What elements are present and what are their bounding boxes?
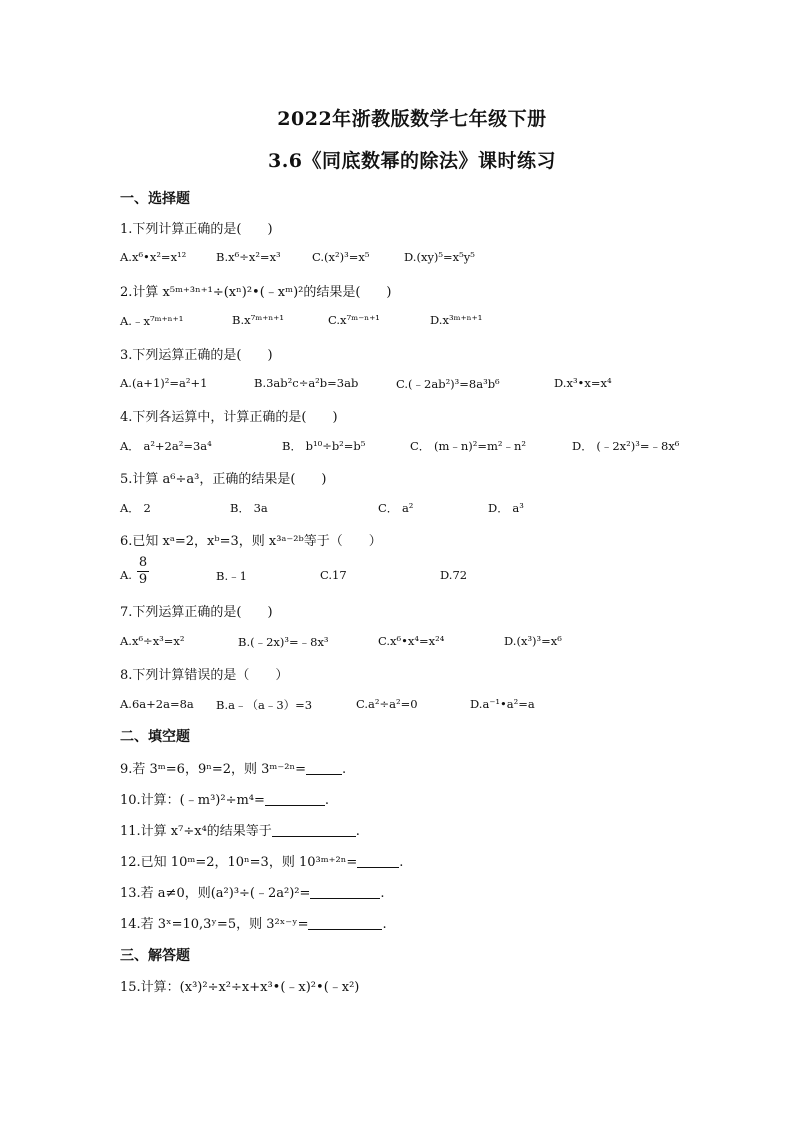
- option-b: B.(﹣2x)³=﹣8x³: [238, 635, 329, 649]
- option-b: B.x⁷ᵐ⁺ⁿ⁺¹: [232, 313, 284, 327]
- option-a: A.(a+1)²=a²+1: [120, 376, 208, 390]
- option-c: C.17: [320, 568, 347, 582]
- option-c: C． a²: [378, 501, 414, 515]
- question-9-text: 9.若 3ᵐ=6，9ⁿ=2，则 3ᵐ⁻²ⁿ=: [120, 762, 306, 777]
- question-9: [120, 758, 346, 777]
- answer-blank[interactable]: [306, 762, 342, 775]
- question-12-text: 12.已知 10ᵐ=2，10ⁿ=3，则 10³ᵐ⁺²ⁿ=: [120, 855, 358, 870]
- question-2-options: [120, 313, 720, 333]
- question-6: 6.已知 xᵃ=2，xᵇ=3，则 x³ᵃ⁻²ᵇ等于（ ）: [120, 534, 382, 549]
- question-11-end: .: [355, 824, 360, 839]
- option-c: C.(x²)³=x⁵: [312, 250, 370, 264]
- option-b: B.a﹣（a﹣3）=3: [216, 698, 313, 712]
- answer-blank[interactable]: [265, 793, 325, 806]
- section-heading-fill: 二、填空题: [120, 729, 190, 745]
- option-a: A.x⁶÷x³=x²: [120, 634, 185, 648]
- fraction-numerator: 8: [138, 555, 148, 570]
- option-a: A． a²+2a²=3a⁴: [120, 439, 212, 453]
- option-c: C.(﹣2ab²)³=8a³b⁶: [396, 377, 500, 391]
- question-5: 5.计算 a⁶÷a³，正确的结果是( ): [120, 472, 327, 487]
- question-11: [120, 820, 360, 839]
- question-11-text: 11.计算 x⁷÷x⁴的结果等于: [120, 824, 272, 839]
- option-b: B． b¹⁰÷b²=b⁵: [282, 439, 366, 453]
- question-5-options: [120, 500, 720, 520]
- option-d: D.x³•x=x⁴: [554, 376, 612, 390]
- question-4-options: [120, 438, 720, 458]
- question-14-end: .: [382, 917, 387, 932]
- option-b: B.x⁶÷x²=x³: [216, 250, 281, 264]
- question-14-text: 14.若 3ˣ=10,3ʸ=5，则 3²ˣ⁻ʸ=: [120, 917, 309, 932]
- option-c: C.x⁶•x⁴=x²⁴: [378, 634, 445, 648]
- option-d: D.(x³)³=x⁶: [504, 634, 562, 648]
- option-d: D． a³: [488, 501, 524, 515]
- question-9-end: .: [341, 762, 347, 777]
- question-10-text: 10.计算：(﹣m³)²÷m⁴=: [120, 793, 265, 808]
- option-a: A.: [120, 568, 132, 582]
- page-subtitle: 3.6《同底数幂的除法》课时练习: [267, 150, 557, 172]
- fraction-eight-ninths: [137, 555, 149, 588]
- option-d: D.x³ᵐ⁺ⁿ⁺¹: [430, 313, 483, 327]
- option-d: D.a⁻¹•a²=a: [470, 697, 535, 711]
- answer-blank[interactable]: [308, 917, 382, 930]
- option-b: B． 3a: [230, 501, 268, 515]
- question-10: [120, 789, 329, 808]
- question-2: 2.计算 x⁵ᵐ⁺³ⁿ⁺¹÷(xⁿ)²•(﹣xᵐ)²的结果是( ): [120, 285, 392, 300]
- fraction-denominator: 9: [138, 572, 148, 587]
- question-1: 1.下列计算正确的是( ): [120, 222, 273, 237]
- question-7: 7.下列运算正确的是( ): [120, 605, 273, 620]
- question-3-options: [120, 376, 720, 396]
- answer-blank[interactable]: [272, 824, 356, 837]
- answer-blank[interactable]: [310, 886, 380, 899]
- question-14: [120, 913, 387, 932]
- option-a: A.6a+2a=8a: [120, 697, 194, 711]
- question-13-text: 13.若 a≠0，则(a²)³÷(﹣2a²)²=: [120, 886, 311, 901]
- option-a: A.﹣x⁷ᵐ⁺ⁿ⁺¹: [120, 314, 184, 328]
- question-7-options: [120, 634, 720, 654]
- question-10-end: .: [324, 793, 330, 808]
- section-heading-solve: 三、解答题: [120, 948, 190, 964]
- question-12: [120, 851, 403, 870]
- question-8-options: [120, 697, 720, 717]
- option-a: A.x⁶•x²=x¹²: [120, 250, 187, 264]
- answer-blank[interactable]: [357, 855, 399, 868]
- option-c: C.x⁷ᵐ⁻ⁿ⁺¹: [328, 313, 380, 327]
- option-d: D． (﹣2x²)³=﹣8x⁶: [572, 439, 680, 453]
- question-15: 15.计算：(x³)²÷x²÷x+x³•(﹣x)²•(﹣x²): [120, 980, 360, 995]
- question-13: [120, 882, 385, 901]
- question-8: 8.下列计算错误的是（ ）: [120, 668, 289, 683]
- option-b: B.3ab²c÷a²b=3ab: [254, 376, 359, 390]
- question-1-options: [120, 250, 720, 270]
- option-d: D.72: [440, 568, 468, 582]
- section-heading-choice: 一、选择题: [120, 191, 190, 207]
- option-a: A． 2: [120, 501, 151, 515]
- option-c: C.a²÷a²=0: [356, 697, 418, 711]
- question-12-end: .: [399, 855, 404, 870]
- page-title: 2022年浙教版数学七年级下册: [277, 108, 547, 130]
- question-13-end: .: [380, 886, 385, 901]
- question-4: 4.下列各运算中，计算正确的是( ): [120, 410, 338, 425]
- option-d: D.(xy)⁵=x⁵y⁵: [404, 250, 475, 264]
- question-6-options: [120, 568, 720, 588]
- option-b: B.﹣1: [216, 569, 247, 583]
- option-c: C． (m﹣n)²=m²﹣n²: [410, 439, 527, 453]
- question-3: 3.下列运算正确的是( ): [120, 348, 273, 363]
